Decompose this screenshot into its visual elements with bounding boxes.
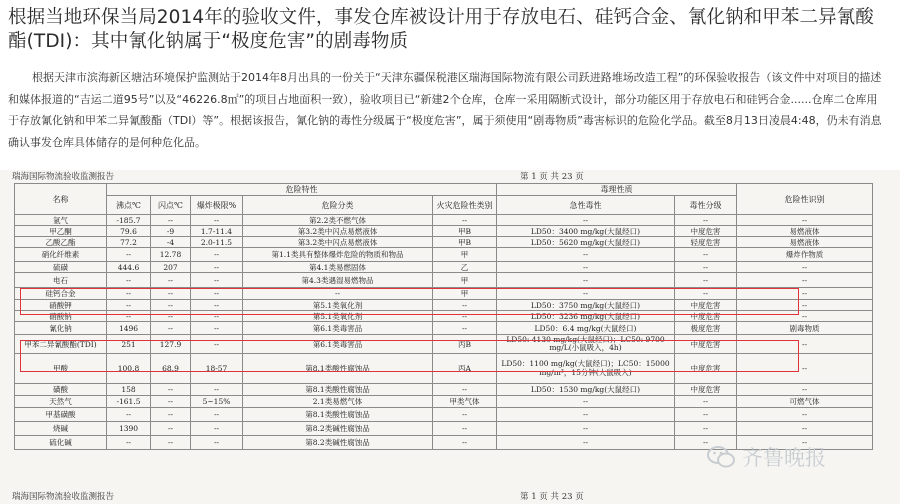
report-footer-page: 第 1 页 共 23 页 bbox=[520, 492, 584, 502]
highlight-box-cyanide bbox=[20, 340, 799, 372]
cell-level: 中度危害 bbox=[675, 384, 737, 396]
cell-boiling: -- bbox=[107, 408, 151, 422]
cell-level: -- bbox=[675, 408, 737, 422]
cell-level: -- bbox=[675, 273, 737, 288]
cell-boiling: -- bbox=[107, 300, 151, 311]
cell-boiling: -185.7 bbox=[107, 215, 151, 226]
cell-name: 甲乙酮 bbox=[15, 226, 107, 237]
cell-class: 第4.1类易燃固体 bbox=[243, 262, 433, 273]
cell-fire: 甲类气体 bbox=[433, 396, 497, 408]
cell-fire: -- bbox=[433, 300, 497, 311]
table-row bbox=[15, 422, 873, 436]
cell-acute: LD50：6.4 mg/kg(大鼠经口) bbox=[497, 322, 675, 335]
cell-fire: 甲B bbox=[433, 237, 497, 248]
report-footer bbox=[0, 488, 900, 504]
cell-explosion: -- bbox=[191, 436, 243, 450]
cell-acute: LD50：1100 mg/kg(大鼠经口)；LC50：15000 mg/m³，15分钟(大鼠吸入) bbox=[497, 354, 675, 384]
table-row bbox=[15, 215, 873, 226]
cell-class: 第8.2类碱性腐蚀品 bbox=[243, 436, 433, 450]
cell-name: 烧碱 bbox=[15, 422, 107, 436]
cell-explosion: 5~15% bbox=[191, 396, 243, 408]
cell-flash: -- bbox=[151, 408, 191, 422]
cell-risk: -- bbox=[737, 262, 873, 273]
wechat-icon bbox=[706, 444, 736, 470]
cell-boiling: 79.6 bbox=[107, 226, 151, 237]
cell-class: 2.1类易燃气体 bbox=[243, 396, 433, 408]
cell-risk: -- bbox=[737, 273, 873, 288]
table-row bbox=[15, 396, 873, 408]
cell-risk: -- bbox=[737, 215, 873, 226]
cell-fire: -- bbox=[433, 311, 497, 322]
cell-acute: -- bbox=[497, 408, 675, 422]
cell-name: 甲苯二异氰酸酯(TDI) bbox=[15, 335, 107, 354]
table-row bbox=[15, 262, 873, 273]
cell-boiling: 158 bbox=[107, 384, 151, 396]
scanned-report-image bbox=[0, 170, 900, 504]
cell-flash: -9 bbox=[151, 226, 191, 237]
cell-explosion: 2.0-11.5 bbox=[191, 237, 243, 248]
cell-explosion: -- bbox=[191, 300, 243, 311]
cell-acute: LD50: 4130 mg/kg(大鼠经口)；LC50: 9700 mg/L(小鼠吸入，4h) bbox=[497, 335, 675, 354]
table-row bbox=[15, 408, 873, 422]
cell-explosion: -- bbox=[191, 322, 243, 335]
cell-flash: 12.78 bbox=[151, 248, 191, 262]
table-row bbox=[15, 226, 873, 237]
cell-acute: -- bbox=[497, 436, 675, 450]
cell-level: 中度危害 bbox=[675, 354, 737, 384]
cell-fire: 甲B bbox=[433, 226, 497, 237]
cell-level: -- bbox=[675, 215, 737, 226]
cell-risk: 易燃液体 bbox=[737, 237, 873, 248]
col-level: 毒性分级 bbox=[675, 196, 737, 215]
hazard-table-body bbox=[15, 215, 873, 450]
cell-boiling: 1390 bbox=[107, 422, 151, 436]
report-header-title: 瑞海国际物流验收监测报告 bbox=[12, 172, 115, 182]
cell-explosion: -- bbox=[191, 215, 243, 226]
cell-flash: -- bbox=[151, 422, 191, 436]
cell-risk: -- bbox=[737, 335, 873, 354]
cell-class: 第6.1类毒害品 bbox=[243, 322, 433, 335]
cell-flash: -- bbox=[151, 273, 191, 288]
cell-explosion: -- bbox=[191, 384, 243, 396]
cell-acute: -- bbox=[497, 248, 675, 262]
cell-name: 甲酸 bbox=[15, 354, 107, 384]
cell-risk: -- bbox=[737, 436, 873, 450]
cell-name: 硝酸钠 bbox=[15, 311, 107, 322]
col-risk-id: 危险性识别 bbox=[737, 184, 873, 215]
cell-flash: -- bbox=[151, 384, 191, 396]
cell-class: -- bbox=[243, 288, 433, 300]
cell-acute: LD50：3750 mg/kg(大鼠经口) bbox=[497, 300, 675, 311]
cell-name: 氰化钠 bbox=[15, 322, 107, 335]
cell-boiling: 77.2 bbox=[107, 237, 151, 248]
cell-boiling: -161.5 bbox=[107, 396, 151, 408]
cell-boiling: 251 bbox=[107, 335, 151, 354]
cell-name: 天然气 bbox=[15, 396, 107, 408]
cell-fire: 丙B bbox=[433, 335, 497, 354]
table-row bbox=[15, 384, 873, 396]
cell-acute: LD50：1530 mg/kg(大鼠经口) bbox=[497, 384, 675, 396]
table-row bbox=[15, 237, 873, 248]
cell-level: -- bbox=[675, 262, 737, 273]
report-footer-title: 瑞海国际物流验收监测报告 bbox=[12, 492, 115, 502]
cell-class: 第1.1类具有整体爆炸危险的物质和物品 bbox=[243, 248, 433, 262]
cell-fire: -- bbox=[433, 408, 497, 422]
cell-explosion: 1.7-11.4 bbox=[191, 226, 243, 237]
paragraph-text: 根据天津市滨海新区塘沽环境保护监测站于2014年8月出具的一份关于“天津东疆保税港区瑞海国际物流有限公司跃进路堆场改造工程”的环保验收报告（该文件中对项目的描述和媒体报道的“吉运二道95号”以及“46226.8㎡”的项目占地面积一致），验收项目已“新建2个仓库，仓库一采用隔断式设计，部分功能区用于存放电石和硅钙合金......仓库二仓库用于存放氰化钠和甲苯二异氰酸酯（TDI）等”。根据该报告，氰化钠的毒性分级属于“极度危害”，属于须使用“剧毒物质”毒害标识的危险化学品。截至8月13日凌晨4:48，仍未有消息确认事发仓库具体储存的是何种危化品。 bbox=[8, 71, 882, 149]
cell-boiling: 1496 bbox=[107, 322, 151, 335]
cell-risk: 可燃气体 bbox=[737, 396, 873, 408]
cell-name: 氩气 bbox=[15, 215, 107, 226]
cell-flash: 207 bbox=[151, 262, 191, 273]
cell-explosion: -- bbox=[191, 262, 243, 273]
cell-level: 中度危害 bbox=[675, 226, 737, 237]
cell-name: 硅钙合金 bbox=[15, 288, 107, 300]
cell-class: 第8.2类碱性腐蚀品 bbox=[243, 422, 433, 436]
cell-level: 轻度危害 bbox=[675, 237, 737, 248]
col-fire: 火灾危险性类别 bbox=[433, 196, 497, 215]
cell-fire: 乙 bbox=[433, 262, 497, 273]
cell-fire: -- bbox=[433, 422, 497, 436]
cell-explosion: -- bbox=[191, 311, 243, 322]
cell-explosion: 18-57 bbox=[191, 354, 243, 384]
cell-risk: 剧毒物质 bbox=[737, 322, 873, 335]
cell-acute: LD50：3400 mg/kg(大鼠经口) bbox=[497, 226, 675, 237]
cell-explosion: -- bbox=[191, 248, 243, 262]
cell-name: 硝酸钾 bbox=[15, 300, 107, 311]
cell-flash: -- bbox=[151, 396, 191, 408]
cell-class: 第3.2类中闪点易燃液体 bbox=[243, 237, 433, 248]
cell-name: 甲基磺酸 bbox=[15, 408, 107, 422]
cell-fire: 甲 bbox=[433, 288, 497, 300]
cell-level: 中度危害 bbox=[675, 311, 737, 322]
cell-level: 极度危害 bbox=[675, 322, 737, 335]
group-hazard: 危险特性 bbox=[107, 184, 497, 196]
article-paragraph bbox=[8, 67, 888, 153]
cell-acute: -- bbox=[497, 273, 675, 288]
cell-class: 第6.1类毒害品 bbox=[243, 335, 433, 354]
table-row bbox=[15, 248, 873, 262]
cell-level: -- bbox=[675, 248, 737, 262]
cell-level: 中度危害 bbox=[675, 300, 737, 311]
cell-name: 硫磺 bbox=[15, 262, 107, 273]
cell-level: -- bbox=[675, 396, 737, 408]
cell-boiling: 444.6 bbox=[107, 262, 151, 273]
cell-explosion: -- bbox=[191, 288, 243, 300]
watermark-text: 齐鲁晚报 bbox=[742, 446, 826, 470]
watermark bbox=[706, 440, 896, 474]
cell-acute: LD50：3236 mg/kg(大鼠经口) bbox=[497, 311, 675, 322]
col-name: 名称 bbox=[15, 184, 107, 215]
cell-acute: -- bbox=[497, 396, 675, 408]
cell-flash: -- bbox=[151, 215, 191, 226]
cell-risk: 易燃液体 bbox=[737, 226, 873, 237]
cell-fire: -- bbox=[433, 436, 497, 450]
cell-level: -- bbox=[675, 436, 737, 450]
cell-fire: 丙A bbox=[433, 354, 497, 384]
cell-class: 第8.1类酸性腐蚀品 bbox=[243, 354, 433, 384]
report-header bbox=[0, 170, 900, 182]
cell-explosion: -- bbox=[191, 422, 243, 436]
cell-explosion: -- bbox=[191, 335, 243, 354]
cell-flash: -- bbox=[151, 288, 191, 300]
cell-name: 硫化碱 bbox=[15, 436, 107, 450]
cell-boiling: 100.8 bbox=[107, 354, 151, 384]
cell-class: 第8.1类酸性腐蚀品 bbox=[243, 384, 433, 396]
col-boiling: 沸点℃ bbox=[107, 196, 151, 215]
col-flash: 闪点℃ bbox=[151, 196, 191, 215]
cell-fire: -- bbox=[433, 215, 497, 226]
cell-boiling: -- bbox=[107, 436, 151, 450]
group-toxic: 毒理性质 bbox=[497, 184, 737, 196]
cell-risk: -- bbox=[737, 384, 873, 396]
table-row bbox=[15, 273, 873, 288]
cell-name: 乙酸乙酯 bbox=[15, 237, 107, 248]
cell-boiling: -- bbox=[107, 273, 151, 288]
cell-fire: -- bbox=[433, 322, 497, 335]
col-acute: 急性毒性 bbox=[497, 196, 675, 215]
cell-acute: -- bbox=[497, 288, 675, 300]
cell-flash: 68.9 bbox=[151, 354, 191, 384]
cell-fire: -- bbox=[433, 384, 497, 396]
cell-explosion: -- bbox=[191, 273, 243, 288]
cell-risk: -- bbox=[737, 422, 873, 436]
cell-boiling: -- bbox=[107, 248, 151, 262]
cell-risk: -- bbox=[737, 408, 873, 422]
highlight-box-carbide bbox=[20, 288, 799, 315]
cell-risk: 爆炸作物质 bbox=[737, 248, 873, 262]
cell-class: 第5.1类氧化剂 bbox=[243, 311, 433, 322]
cell-risk: -- bbox=[737, 354, 873, 384]
cell-risk: -- bbox=[737, 311, 873, 322]
cell-class: 第8.1类酸性腐蚀品 bbox=[243, 408, 433, 422]
col-class: 危险分类 bbox=[243, 196, 433, 215]
cell-boiling: -- bbox=[107, 311, 151, 322]
cell-flash: -- bbox=[151, 311, 191, 322]
cell-name: 磺酸 bbox=[15, 384, 107, 396]
cell-flash: -- bbox=[151, 322, 191, 335]
table-row bbox=[15, 322, 873, 335]
cell-level: 中度危害 bbox=[675, 335, 737, 354]
cell-flash: -- bbox=[151, 300, 191, 311]
cell-acute: LD50：5620 mg/kg(大鼠经口) bbox=[497, 237, 675, 248]
report-header-page: 第 1 页 共 23 页 bbox=[520, 172, 584, 182]
col-explosion: 爆炸极限% bbox=[191, 196, 243, 215]
cell-acute: -- bbox=[497, 215, 675, 226]
cell-level: -- bbox=[675, 422, 737, 436]
cell-level: -- bbox=[675, 288, 737, 300]
cell-acute: -- bbox=[497, 262, 675, 273]
cell-risk: -- bbox=[737, 288, 873, 300]
cell-class: 第2.2类不燃气体 bbox=[243, 215, 433, 226]
cell-class: 第4.3类遇湿易燃物品 bbox=[243, 273, 433, 288]
cell-explosion: -- bbox=[191, 408, 243, 422]
cell-fire: 甲 bbox=[433, 248, 497, 262]
cell-name: 硝化纤维素 bbox=[15, 248, 107, 262]
cell-boiling: -- bbox=[107, 288, 151, 300]
cell-fire: 甲 bbox=[433, 273, 497, 288]
article-headline: 根据当地环保当局2014年的验收文件，事发仓库被设计用于存放电石、硅钙合金、氰化钠和甲苯二异氰酸酯(TDI)：其中氰化钠属于“极度危害”的剧毒物质 bbox=[8, 7, 874, 52]
cell-name: 电石 bbox=[15, 273, 107, 288]
cell-flash: -- bbox=[151, 436, 191, 450]
cell-class: 第3.2类中闪点易燃液体 bbox=[243, 226, 433, 237]
cell-flash: 127.9 bbox=[151, 335, 191, 354]
hazard-table bbox=[14, 183, 873, 450]
cell-acute: -- bbox=[497, 422, 675, 436]
cell-flash: -4 bbox=[151, 237, 191, 248]
cell-risk: -- bbox=[737, 300, 873, 311]
cell-class: 第5.1类氧化剂 bbox=[243, 300, 433, 311]
